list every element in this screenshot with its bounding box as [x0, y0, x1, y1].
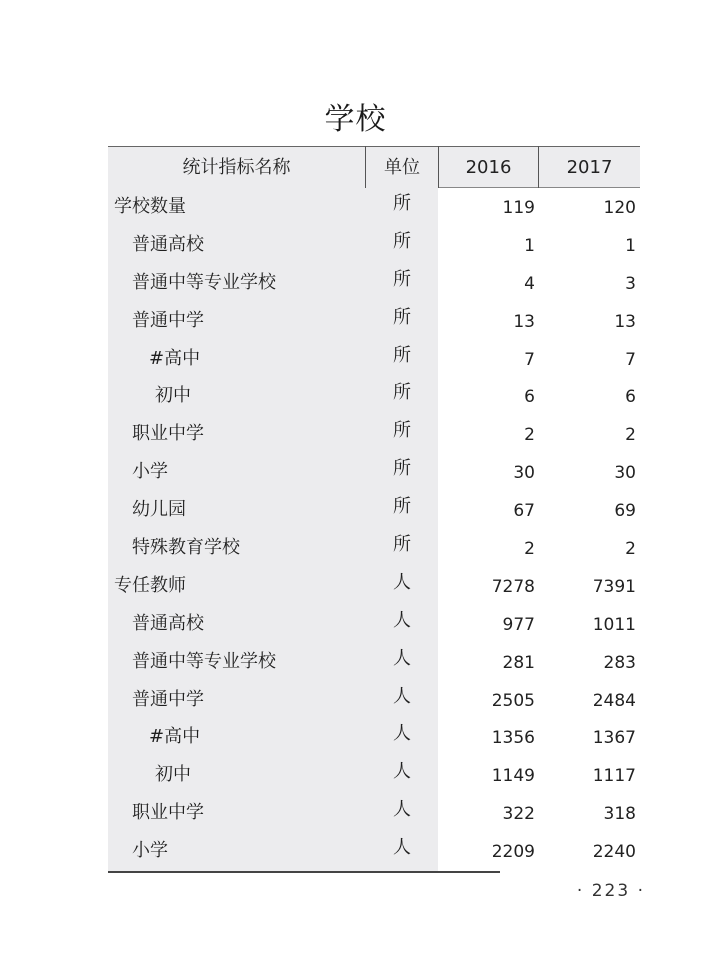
value-2016: 2 [524, 539, 535, 560]
table-row [108, 226, 640, 264]
unit-cell: 人 [393, 685, 411, 707]
table-row [108, 529, 640, 567]
value-2017: 2240 [592, 842, 636, 863]
table-row [108, 794, 640, 832]
indicator-name: 普通高校 [132, 612, 204, 634]
value-2016: 7 [524, 349, 535, 370]
table-row [108, 302, 640, 340]
value-2017: 120 [603, 198, 636, 218]
table-row [108, 340, 640, 378]
value-2016: 4 [524, 273, 535, 294]
unit-cell: 所 [393, 306, 411, 328]
unit-cell: 人 [393, 609, 411, 631]
value-2017: 13 [614, 311, 636, 332]
value-2017: 1011 [592, 614, 636, 635]
indicator-name: 普通中等专业学校 [132, 271, 276, 293]
unit-cell: 人 [393, 837, 411, 859]
value-2016: 1 [524, 235, 535, 256]
table-row [108, 718, 640, 756]
header-year-2016: 2016 [465, 157, 512, 178]
value-2017: 7 [625, 349, 636, 370]
unit-cell: 所 [393, 193, 411, 214]
value-2017: 2 [625, 425, 636, 446]
unit-cell: 人 [393, 723, 411, 745]
table-row [108, 832, 640, 870]
indicator-name: 初中 [155, 764, 191, 786]
indicator-name: 小学 [132, 840, 168, 862]
indicator-name: 特殊教育学校 [132, 537, 240, 559]
unit-cell: 所 [393, 344, 411, 366]
indicator-name: #高中 [149, 347, 201, 369]
value-2016: 977 [502, 614, 535, 635]
table-row [108, 567, 640, 605]
value-2017: 1117 [592, 766, 636, 787]
value-2017: 1 [625, 235, 636, 256]
indicator-name: 普通中等专业学校 [132, 650, 276, 672]
value-2016: 7278 [491, 576, 535, 597]
value-2017: 7391 [592, 576, 636, 597]
indicator-name: 普通中学 [132, 688, 204, 710]
bottom-rule [108, 871, 500, 873]
unit-cell: 所 [393, 534, 411, 556]
unit-cell: 所 [393, 268, 411, 290]
unit-cell: 人 [393, 647, 411, 669]
indicator-name: 小学 [132, 461, 168, 483]
indicator-name: 学校数量 [114, 196, 186, 217]
value-2016: 2505 [491, 690, 535, 711]
unit-cell: 人 [393, 571, 411, 593]
unit-cell: 所 [393, 230, 411, 252]
value-2017: 3 [625, 273, 636, 294]
table-row [108, 453, 640, 491]
unit-cell: 人 [393, 799, 411, 821]
unit-cell: 所 [393, 496, 411, 518]
table-row [108, 605, 640, 643]
table-row [108, 756, 640, 794]
indicator-name: 职业中学 [132, 802, 204, 824]
indicator-name: 初中 [155, 385, 191, 407]
unit-cell: 人 [393, 761, 411, 783]
value-2017: 69 [614, 501, 636, 522]
page-title: 学校 [324, 102, 387, 137]
value-2016: 1356 [491, 728, 535, 749]
table-row [108, 491, 640, 529]
page-number: · 223 · [576, 881, 645, 901]
value-2016: 322 [502, 804, 535, 825]
header-year-2017: 2017 [566, 157, 613, 178]
value-2016: 13 [513, 311, 535, 332]
value-2016: 6 [524, 387, 535, 408]
value-2017: 283 [603, 652, 636, 673]
table-body [108, 188, 640, 870]
value-2017: 2 [625, 539, 636, 560]
value-2016: 281 [502, 652, 535, 673]
value-2017: 318 [603, 804, 636, 825]
value-2017: 30 [614, 463, 636, 484]
value-2017: 1367 [592, 728, 636, 749]
indicator-name: #高中 [149, 726, 201, 748]
header-unit: 单位 [384, 157, 420, 178]
value-2016: 1149 [491, 766, 535, 787]
value-2017: 2484 [592, 690, 636, 711]
value-2016: 2209 [491, 842, 535, 863]
unit-cell: 所 [393, 458, 411, 480]
indicator-name: 普通高校 [132, 233, 204, 255]
value-2016: 2 [524, 425, 535, 446]
header-indicator-name: 统计指标名称 [182, 157, 291, 178]
value-2016: 67 [513, 501, 535, 522]
table-row [108, 415, 640, 453]
unit-cell: 所 [393, 382, 411, 404]
table-row [108, 188, 640, 226]
table-row [108, 377, 640, 415]
indicator-name: 幼儿园 [132, 499, 186, 521]
table-row [108, 643, 640, 681]
indicator-name: 专任教师 [114, 574, 186, 596]
table-row [108, 681, 640, 719]
value-2017: 6 [625, 387, 636, 408]
indicator-name: 职业中学 [132, 423, 204, 445]
value-2016: 30 [513, 463, 535, 484]
indicator-name: 普通中学 [132, 309, 204, 331]
unit-cell: 所 [393, 420, 411, 442]
table-row [108, 264, 640, 302]
value-2016: 119 [502, 198, 535, 218]
